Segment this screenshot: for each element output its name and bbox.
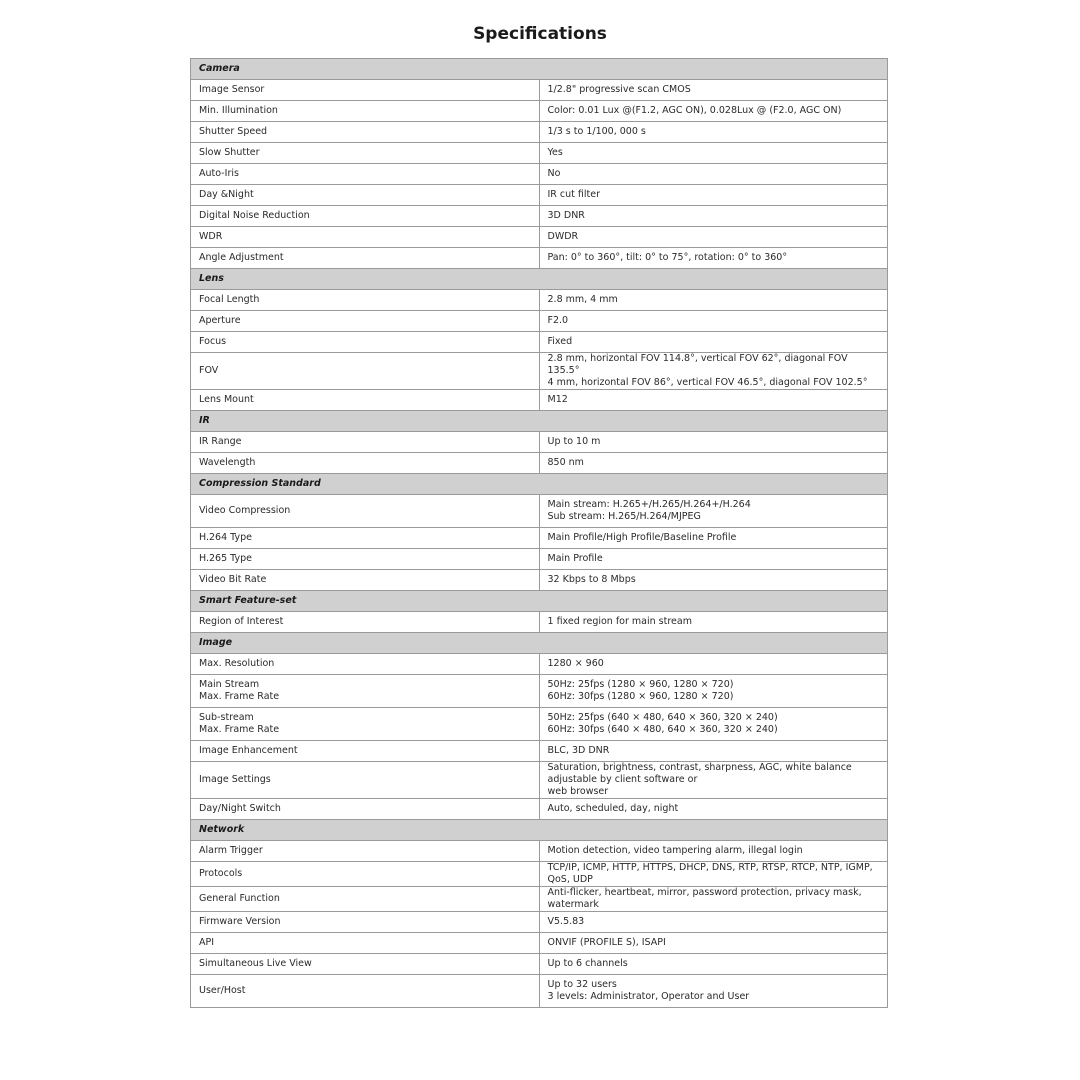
spec-value-line: 50Hz: 25fps (640 × 480, 640 × 360, 320 × 240) bbox=[547, 712, 778, 723]
table-row bbox=[191, 164, 888, 185]
spec-label-line: Video Compression bbox=[199, 505, 291, 516]
spec-label bbox=[191, 332, 540, 353]
section-title: Lens bbox=[191, 269, 888, 290]
section-header bbox=[191, 269, 888, 290]
spec-label-line: FOV bbox=[199, 365, 219, 376]
spec-value-line: ONVIF (PROFILE S), ISAPI bbox=[547, 937, 666, 948]
spec-value bbox=[539, 311, 888, 332]
spec-label-line: General Function bbox=[199, 893, 280, 904]
spec-value-line: 32 Kbps to 8 Mbps bbox=[547, 574, 636, 585]
spec-value-line: Up to 6 channels bbox=[547, 958, 628, 969]
spec-value bbox=[539, 975, 888, 1008]
table-row bbox=[191, 101, 888, 122]
spec-label bbox=[191, 311, 540, 332]
spec-value bbox=[539, 912, 888, 933]
spec-label-line: Image Sensor bbox=[199, 84, 265, 95]
spec-value-line: 60Hz: 30fps (1280 × 960, 1280 × 720) bbox=[547, 691, 734, 702]
spec-value bbox=[539, 432, 888, 453]
spec-label bbox=[191, 80, 540, 101]
spec-value-line: 850 nm bbox=[547, 457, 584, 468]
section-header bbox=[191, 474, 888, 495]
table-row bbox=[191, 185, 888, 206]
spec-table bbox=[190, 58, 888, 1008]
spec-value bbox=[539, 954, 888, 975]
section-header bbox=[191, 59, 888, 80]
section-title: IR bbox=[191, 411, 888, 432]
spec-value bbox=[539, 762, 888, 799]
spec-value-line: 2.8 mm, 4 mm bbox=[547, 294, 618, 305]
spec-label-line: Lens Mount bbox=[199, 394, 254, 405]
spec-value-line: 3 levels: Administrator, Operator and User bbox=[547, 991, 750, 1002]
table-row bbox=[191, 528, 888, 549]
spec-value-line: 1 fixed region for main stream bbox=[547, 616, 692, 627]
table-row bbox=[191, 290, 888, 311]
spec-label bbox=[191, 390, 540, 411]
spec-value-line: IR cut filter bbox=[547, 189, 601, 200]
spec-label-line: Firmware Version bbox=[199, 916, 281, 927]
spec-value-line: Main stream: H.265+/H.265/H.264+/H.264 bbox=[547, 499, 751, 510]
spec-label-line: API bbox=[199, 937, 215, 948]
table-row bbox=[191, 80, 888, 101]
spec-label bbox=[191, 206, 540, 227]
table-row bbox=[191, 862, 888, 887]
spec-label bbox=[191, 570, 540, 591]
spec-label-line: Sub-stream bbox=[199, 712, 254, 723]
spec-value-line: 3D DNR bbox=[547, 210, 585, 221]
table-row bbox=[191, 975, 888, 1008]
table-row bbox=[191, 912, 888, 933]
spec-value-line: Fixed bbox=[547, 336, 573, 347]
spec-value bbox=[539, 453, 888, 474]
table-row bbox=[191, 495, 888, 528]
spec-label bbox=[191, 975, 540, 1008]
table-row bbox=[191, 248, 888, 269]
spec-label bbox=[191, 654, 540, 675]
spec-value-line: F2.0 bbox=[547, 315, 569, 326]
spec-label-line: Image Settings bbox=[199, 774, 271, 785]
table-row bbox=[191, 453, 888, 474]
spec-label bbox=[191, 862, 540, 887]
spec-value bbox=[539, 528, 888, 549]
section-title: Image bbox=[191, 633, 888, 654]
spec-label-line: Max. Frame Rate bbox=[199, 724, 280, 735]
spec-value bbox=[539, 862, 888, 887]
spec-label-line: Simultaneous Live View bbox=[199, 958, 312, 969]
section-header bbox=[191, 820, 888, 841]
table-row bbox=[191, 570, 888, 591]
table-row bbox=[191, 708, 888, 741]
section-header bbox=[191, 411, 888, 432]
spec-label-line: Protocols bbox=[199, 868, 243, 879]
spec-value-line: Up to 10 m bbox=[547, 436, 601, 447]
spec-value-line: Sub stream: H.265/H.264/MJPEG bbox=[547, 511, 701, 522]
spec-value-line: Motion detection, video tampering alarm, illegal login bbox=[547, 845, 803, 856]
spec-label-line: Day &Night bbox=[199, 189, 254, 200]
spec-value-line: Main Profile/High Profile/Baseline Profile bbox=[547, 532, 737, 543]
table-row bbox=[191, 122, 888, 143]
spec-label-line: H.264 Type bbox=[199, 532, 252, 543]
spec-label bbox=[191, 101, 540, 122]
spec-value-line: 50Hz: 25fps (1280 × 960, 1280 × 720) bbox=[547, 679, 734, 690]
spec-value bbox=[539, 290, 888, 311]
spec-label bbox=[191, 675, 540, 708]
spec-label bbox=[191, 708, 540, 741]
spec-label-line: Slow Shutter bbox=[199, 147, 260, 158]
spec-label bbox=[191, 143, 540, 164]
spec-value-line: DWDR bbox=[547, 231, 579, 242]
spec-value-line: M12 bbox=[547, 394, 568, 405]
spec-label bbox=[191, 887, 540, 912]
spec-value bbox=[539, 332, 888, 353]
spec-label-line: H.265 Type bbox=[199, 553, 252, 564]
spec-value bbox=[539, 248, 888, 269]
spec-value-line: 60Hz: 30fps (640 × 480, 640 × 360, 320 × 240) bbox=[547, 724, 778, 735]
spec-value bbox=[539, 227, 888, 248]
spec-value bbox=[539, 353, 888, 390]
spec-label-line: WDR bbox=[199, 231, 223, 242]
spec-value-line: 2.8 mm, horizontal FOV 114.8°, vertical FOV 62°, diagonal FOV 135.5° bbox=[547, 353, 848, 376]
spec-label bbox=[191, 933, 540, 954]
spec-label bbox=[191, 353, 540, 390]
spec-label-line: Max. Resolution bbox=[199, 658, 275, 669]
table-row bbox=[191, 143, 888, 164]
spec-label-line: Max. Frame Rate bbox=[199, 691, 280, 702]
table-row bbox=[191, 353, 888, 390]
spec-label bbox=[191, 528, 540, 549]
table-row bbox=[191, 612, 888, 633]
spec-label-line: Image Enhancement bbox=[199, 745, 298, 756]
table-row bbox=[191, 762, 888, 799]
section-title: Smart Feature-set bbox=[191, 591, 888, 612]
spec-value bbox=[539, 495, 888, 528]
spec-value bbox=[539, 185, 888, 206]
spec-label-line: Min. Illumination bbox=[199, 105, 278, 116]
table-row bbox=[191, 841, 888, 862]
spec-label bbox=[191, 549, 540, 570]
spec-label bbox=[191, 799, 540, 820]
spec-value-line: Auto, scheduled, day, night bbox=[547, 803, 679, 814]
spec-value bbox=[539, 80, 888, 101]
section-title: Network bbox=[191, 820, 888, 841]
section-title: Compression Standard bbox=[191, 474, 888, 495]
table-row bbox=[191, 675, 888, 708]
spec-value-line: 1/2.8" progressive scan CMOS bbox=[547, 84, 691, 95]
table-row bbox=[191, 954, 888, 975]
spec-label-line: Auto-Iris bbox=[199, 168, 239, 179]
section-header bbox=[191, 591, 888, 612]
table-row bbox=[191, 933, 888, 954]
spec-label bbox=[191, 185, 540, 206]
spec-value bbox=[539, 206, 888, 227]
spec-value bbox=[539, 708, 888, 741]
spec-label bbox=[191, 432, 540, 453]
spec-value bbox=[539, 122, 888, 143]
spec-value bbox=[539, 570, 888, 591]
table-row bbox=[191, 741, 888, 762]
table-row bbox=[191, 390, 888, 411]
spec-label bbox=[191, 912, 540, 933]
table-row bbox=[191, 799, 888, 820]
spec-label bbox=[191, 290, 540, 311]
spec-value-line: 4 mm, horizontal FOV 86°, vertical FOV 46.5°, diagonal FOV 102.5° bbox=[547, 377, 868, 388]
spec-value bbox=[539, 933, 888, 954]
spec-label bbox=[191, 495, 540, 528]
table-row bbox=[191, 432, 888, 453]
spec-label-line: Angle Adjustment bbox=[199, 252, 284, 263]
spec-value bbox=[539, 741, 888, 762]
spec-value bbox=[539, 654, 888, 675]
spec-value-line: V5.5.83 bbox=[547, 916, 585, 927]
page-title: Specifications bbox=[473, 24, 607, 44]
spec-value-line: 1280 × 960 bbox=[547, 658, 604, 669]
table-row bbox=[191, 332, 888, 353]
section-header bbox=[191, 633, 888, 654]
spec-value-line: Pan: 0° to 360°, tilt: 0° to 75°, rotation: 0° to 360° bbox=[547, 252, 788, 263]
table-row bbox=[191, 227, 888, 248]
spec-label-line: Focus bbox=[199, 336, 227, 347]
spec-value-line: web browser bbox=[547, 786, 609, 797]
spec-value-line: TCP/IP, ICMP, HTTP, HTTPS, DHCP, DNS, RTP, RTSP, RTCP, NTP, IGMP, QoS, UDP bbox=[547, 862, 873, 885]
table-row bbox=[191, 311, 888, 332]
spec-value bbox=[539, 143, 888, 164]
spec-label bbox=[191, 122, 540, 143]
spec-label bbox=[191, 741, 540, 762]
spec-value-line: 1/3 s to 1/100, 000 s bbox=[547, 126, 646, 137]
spec-value bbox=[539, 164, 888, 185]
spec-label bbox=[191, 954, 540, 975]
spec-label bbox=[191, 762, 540, 799]
table-row bbox=[191, 206, 888, 227]
spec-value-line: BLC, 3D DNR bbox=[547, 745, 610, 756]
spec-value-line: Up to 32 users bbox=[547, 979, 617, 990]
spec-value bbox=[539, 675, 888, 708]
spec-value-line: Saturation, brightness, contrast, sharpness, AGC, white balance adjustable by client software or bbox=[547, 762, 852, 785]
spec-label bbox=[191, 612, 540, 633]
spec-value bbox=[539, 390, 888, 411]
spec-label-line: Shutter Speed bbox=[199, 126, 268, 137]
spec-value-line: No bbox=[547, 168, 561, 179]
spec-label-line: Aperture bbox=[199, 315, 241, 326]
spec-value bbox=[539, 799, 888, 820]
spec-label-line: IR Range bbox=[199, 436, 242, 447]
spec-value-line: Anti-flicker, heartbeat, mirror, password protection, privacy mask, watermark bbox=[547, 887, 862, 910]
spec-label bbox=[191, 248, 540, 269]
spec-value-line: Color: 0.01 Lux @(F1.2, AGC ON), 0.028Lux @ (F2.0, AGC ON) bbox=[547, 105, 842, 116]
spec-label bbox=[191, 841, 540, 862]
spec-label-line: User/Host bbox=[199, 985, 246, 996]
spec-label bbox=[191, 453, 540, 474]
spec-label-line: Main Stream bbox=[199, 679, 260, 690]
spec-value bbox=[539, 549, 888, 570]
spec-label-line: Wavelength bbox=[199, 457, 256, 468]
spec-value-line: Yes bbox=[547, 147, 563, 158]
section-title: Camera bbox=[191, 59, 888, 80]
table-row bbox=[191, 549, 888, 570]
spec-label bbox=[191, 164, 540, 185]
spec-label-line: Video Bit Rate bbox=[199, 574, 267, 585]
spec-value bbox=[539, 101, 888, 122]
spec-label bbox=[191, 227, 540, 248]
spec-label-line: Digital Noise Reduction bbox=[199, 210, 310, 221]
spec-value bbox=[539, 612, 888, 633]
spec-value bbox=[539, 887, 888, 912]
table-row bbox=[191, 887, 888, 912]
spec-label-line: Day/Night Switch bbox=[199, 803, 281, 814]
table-row bbox=[191, 654, 888, 675]
spec-label-line: Alarm Trigger bbox=[199, 845, 263, 856]
spec-label-line: Focal Length bbox=[199, 294, 260, 305]
spec-label-line: Region of Interest bbox=[199, 616, 284, 627]
spec-value-line: Main Profile bbox=[547, 553, 603, 564]
spec-value bbox=[539, 841, 888, 862]
